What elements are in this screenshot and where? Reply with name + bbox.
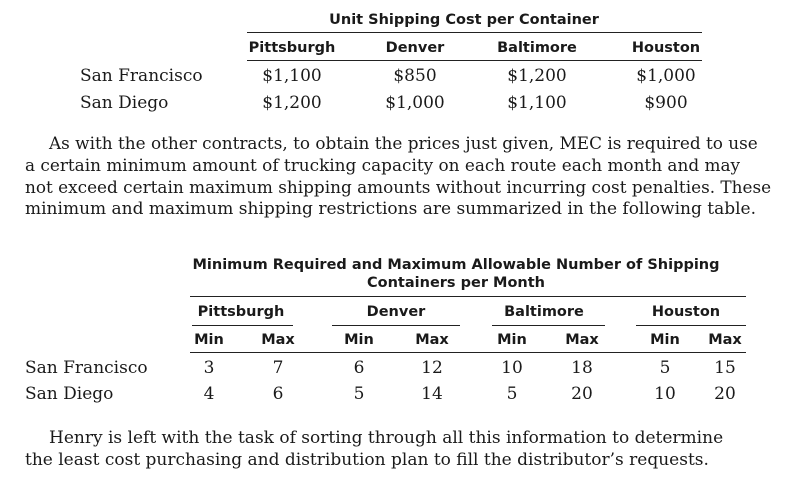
- subheader-min: Min: [344, 332, 374, 348]
- min-max-row-label: San Diego: [25, 384, 114, 404]
- subheader-min: Min: [497, 332, 527, 348]
- cost-cell: $1,000: [636, 66, 696, 86]
- paragraph-line: minimum and maximum shipping restrictions are summarized in the following table.: [25, 199, 757, 219]
- cost-col-header-denver: Denver: [385, 40, 445, 56]
- min-max-table-title-rule: [190, 296, 746, 297]
- min-max-cell: 6: [353, 358, 365, 378]
- cost-cell: $1,000: [385, 93, 445, 113]
- min-max-cell: 20: [714, 384, 736, 404]
- min-max-cell: 10: [654, 384, 676, 404]
- group-header-pittsburgh: Pittsburgh: [197, 304, 285, 320]
- min-max-cell: 18: [571, 358, 593, 378]
- min-max-table-header-rule: [190, 352, 746, 353]
- cost-cell: $1,200: [507, 66, 567, 86]
- group-header-baltimore: Baltimore: [504, 304, 584, 320]
- paragraph-line: As with the other contracts, to obtain the prices just given, MEC is required to use: [49, 133, 758, 153]
- cost-col-header-pittsburgh: Pittsburgh: [248, 40, 336, 56]
- group-header-houston: Houston: [651, 304, 721, 320]
- paragraph-line: not exceed certain maximum shipping amounts without incurring cost penalties. These: [25, 177, 772, 197]
- subheader-max: Max: [261, 332, 295, 348]
- group-rule-baltimore: [492, 325, 605, 326]
- cost-table-title: Unit Shipping Cost per Container: [329, 12, 599, 28]
- min-max-cell: 6: [272, 384, 284, 404]
- group-rule-denver: [332, 325, 460, 326]
- cost-cell: $1,100: [507, 93, 567, 113]
- subheader-max: Max: [565, 332, 599, 348]
- cost-table-header-rule: [247, 60, 702, 61]
- cost-cell: $1,100: [262, 66, 322, 86]
- paragraph-line: a certain minimum amount of trucking capacity on each route each month and may: [25, 155, 741, 175]
- min-max-cell: 14: [421, 384, 443, 404]
- min-max-cell: 4: [203, 384, 215, 404]
- min-max-cell: 5: [659, 358, 671, 378]
- cost-row-label: San Francisco: [80, 66, 203, 86]
- cost-col-header-baltimore: Baltimore: [497, 40, 577, 56]
- cost-table-title-rule: [247, 32, 702, 33]
- subheader-min: Min: [194, 332, 224, 348]
- cost-col-header-houston: Houston: [631, 40, 701, 56]
- min-max-cell: 15: [714, 358, 736, 378]
- min-max-cell: 5: [506, 384, 518, 404]
- cost-row-label: San Diego: [80, 93, 169, 113]
- paragraph-line: Henry is left with the task of sorting through all this information to determine: [49, 428, 724, 448]
- min-max-row-label: San Francisco: [25, 358, 148, 378]
- group-rule-pittsburgh: [192, 325, 293, 326]
- min-max-cell: 5: [353, 384, 365, 404]
- group-header-denver: Denver: [366, 304, 426, 320]
- min-max-cell: 10: [501, 358, 523, 378]
- subheader-max: Max: [708, 332, 742, 348]
- cost-cell: $850: [393, 66, 437, 86]
- min-max-cell: 3: [203, 358, 215, 378]
- min-max-table-title-line2: Containers per Month: [367, 275, 545, 291]
- subheader-max: Max: [415, 332, 449, 348]
- body-paragraph-contracts: [25, 132, 771, 220]
- group-rule-houston: [636, 325, 746, 326]
- min-max-cell: 12: [421, 358, 443, 378]
- body-paragraph-henry: [25, 427, 723, 471]
- min-max-table-title-line1: Minimum Required and Maximum Allowable Number of Shipping: [192, 257, 720, 273]
- paragraph-line: the least cost purchasing and distribution plan to fill the distributor’s requests.: [25, 450, 709, 470]
- min-max-cell: 7: [272, 358, 284, 378]
- cost-cell: $900: [644, 93, 688, 113]
- min-max-cell: 20: [571, 384, 593, 404]
- subheader-min: Min: [650, 332, 680, 348]
- cost-cell: $1,200: [262, 93, 322, 113]
